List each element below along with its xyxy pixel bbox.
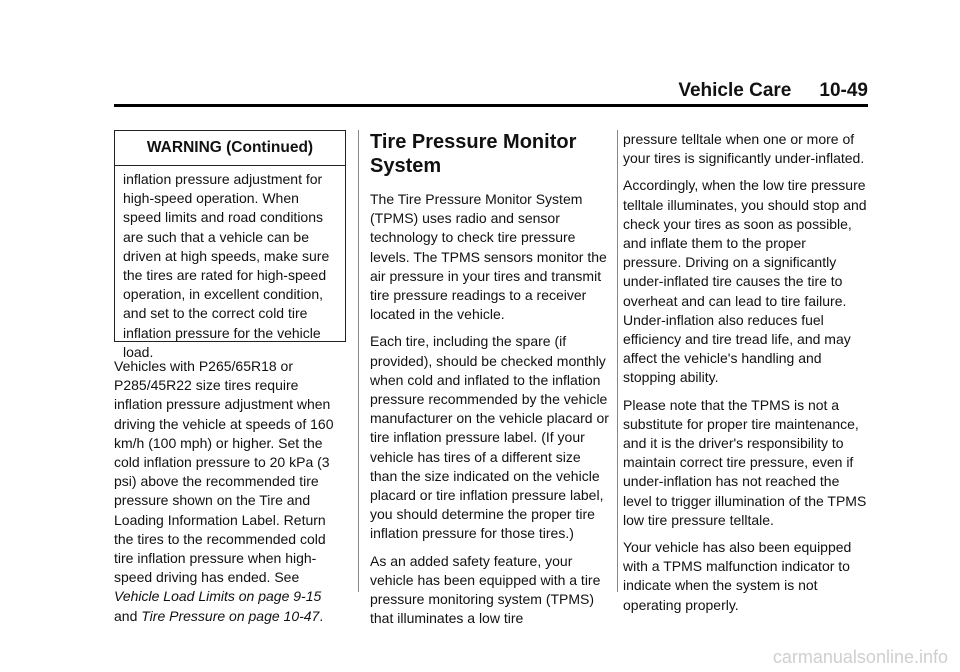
tpms-paragraph-3: As an added safety feature, your vehicle has been equipped with a tire pressure monitoring system (TPMS) that illuminates a low tire [370,552,601,627]
tpms-paragraph-4: pressure telltale when one or more of your tires is significantly under-inflated. [623,131,865,167]
high-speed-text: Vehicles with P265/65R18 or P285/45R22 size tires require inflation pressure adjustment when driving the vehicle at speeds of 160 km/h (100 mph) or higher. Set the cold inflation pressure to 20 kPa (3 psi) above the recommended tire pressure shown on the Tire and Loading Information Label. Return the tires to the recommended cold tire inflation pressure when high-speed driving has ended. See [114,358,334,586]
column-3 [623,130,868,623]
tpms-paragraph-6: Please note that the TPMS is not a substitute for proper tire maintenance, and it is the driver's responsibility to maintain correct tire pressure, even if under-inflation has not reached the level to trigger illumination of the TPMS low tire pressure telltale. [623,396,867,528]
high-speed-paragraph [114,357,346,626]
tpms-paragraph-2: Each tire, including the spare (if provided), should be checked monthly when cold and inflated to the inflation pressure recommended by the vehicle manufacturer on the vehicle placard or tire inflation pressure label. (If your vehicle has tires of a different size than the size indicated on the vehicle placard or tire inflation pressure label, you should determine the proper tire inflation pressure for those tires.) [370,333,609,542]
vehicle-load-limits-link[interactable]: Vehicle Load Limits on page 9-15 [114,588,322,605]
warning-title: WARNING (Continued) [115,131,345,166]
column-1 [114,357,346,634]
warning-box [114,130,346,360]
period-text: . [319,607,324,624]
column-2 [370,130,610,636]
page-header [118,80,868,102]
column-divider-1 [358,130,359,592]
tire-pressure-link[interactable]: Tire Pressure on page 10-47 [141,607,320,624]
column-divider-2 [617,130,618,592]
header-rule [114,104,868,107]
section-title: Vehicle Care [678,80,792,101]
page-number: 10-49 [819,80,868,101]
watermark: carmanualsonline.info [772,647,948,667]
warning-text: inflation pressure adjustment for high-speed operation. When speed limits and road conditions are such that a vehicle can be driven at high speeds, make sure the tires are rated for high-speed operation, in excellent condition, and set to the correct cold tire inflation pressure for the vehicle load. [123,171,330,360]
tpms-paragraph-1: The Tire Pressure Monitor System (TPMS) uses radio and sensor technology to check tire pressure levels. The TPMS sensors monitor the air pressure in your tires and transmit tire pressure readings to a receiver located in the vehicle. [370,191,607,323]
tpms-heading: Tire Pressure Monitor System [370,131,577,177]
tpms-paragraph-5: Accordingly, when the low tire pressure telltale illuminates, you should stop and check your tires as soon as possible, and inflate them to the proper pressure. Driving on a significantly under-inflated tire causes the tire to overheat and can lead to tire failure. Under-inflation also reduces fuel efficiency and tire tread life, and may affect the vehicle's handling and stopping ability. [623,177,867,386]
and-text: and [114,607,138,624]
tpms-paragraph-7: Your vehicle has also been equipped with a TPMS malfunction indicator to indicate when the system is not operating properly. [623,539,852,613]
